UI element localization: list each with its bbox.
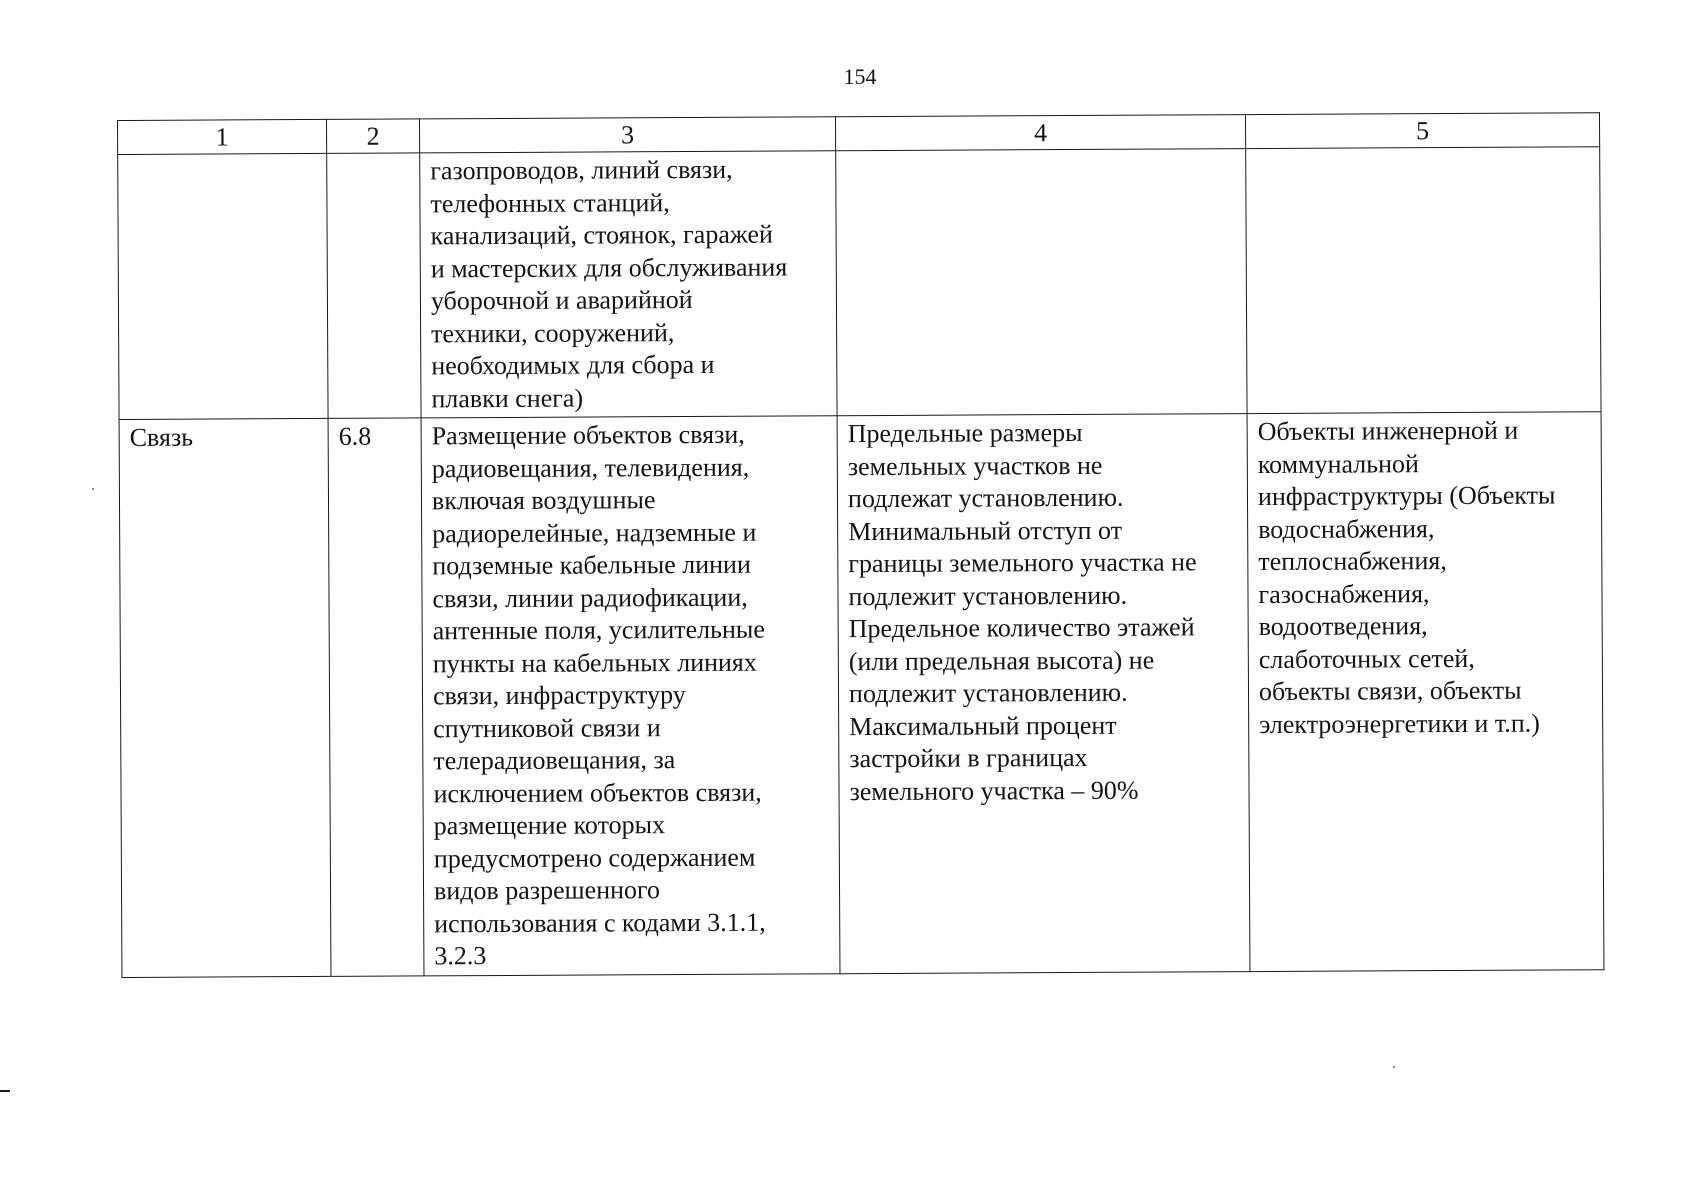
cell-code (327, 153, 421, 418)
cell-parameters (836, 149, 1247, 416)
column-header-1: 1 (118, 119, 327, 154)
column-header-5: 5 (1245, 113, 1599, 149)
scan-speck (92, 488, 94, 490)
cell-description (420, 151, 837, 418)
cell-auxiliary (1247, 412, 1604, 971)
land-use-table (117, 112, 1604, 977)
cell-use-type (118, 153, 328, 419)
cell-parameters (837, 414, 1250, 974)
scan-speck (1393, 1066, 1395, 1068)
cell-text: Размещение объектов связи, радиовещания, телевидения, включая воздушные радиорелейные, надземные и подземные кабельные линии связи, линии радиофикации, антенные поля, усилительные пункты на кабельных линиях связи, инфраструктуру спутниковой связи и телерадиовещания, за исключением объектов связи, размещение которых предусмотрено содержанием видов разрешенного использования с кодами 3.1.1, 3.2.3 (431, 419, 766, 971)
cell-text (1256, 149, 1589, 151)
table-row (118, 147, 1601, 420)
scan-mark (0, 1090, 10, 1092)
cell-use-type (119, 418, 331, 977)
column-header-2: 2 (326, 119, 419, 153)
cell-text: Предельные размеры земельных участков не подлежат установлению. Минимальный отступ от границы земельного участка не подлежит установлению. Предельное количество этажей (или предельная высота) не подлежит установлению. Максимальный процент застройки в границах земельного участка – 90% (847, 417, 1197, 806)
table-row (119, 412, 1604, 977)
column-header-4: 4 (835, 115, 1245, 151)
cell-description (421, 416, 840, 976)
cell-text: Связь (129, 422, 194, 452)
cell-auxiliary (1246, 147, 1601, 414)
page-number: 154 (843, 64, 877, 89)
cell-text: газопроводов, линий связи, телефонных станций, канализаций, стоянок, гаражей и мастерских для обслуживания уборочной и аварийной техники, сооружений, необходимых для сбора и плавки снега) (430, 154, 788, 413)
cell-text (846, 151, 1235, 153)
cell-text: 6.8 (338, 421, 372, 451)
cell-text: Объекты инженерной и коммунальной инфраструктуры (Объекты водоснабжения, теплоснабжения, газоснабжения, водоотведения, слаботочных сетей, объекты связи, объекты электроэнергетики и т.п.) (1257, 415, 1556, 739)
column-header-3: 3 (419, 117, 835, 153)
cell-code (328, 418, 424, 976)
cell-text (128, 156, 316, 157)
